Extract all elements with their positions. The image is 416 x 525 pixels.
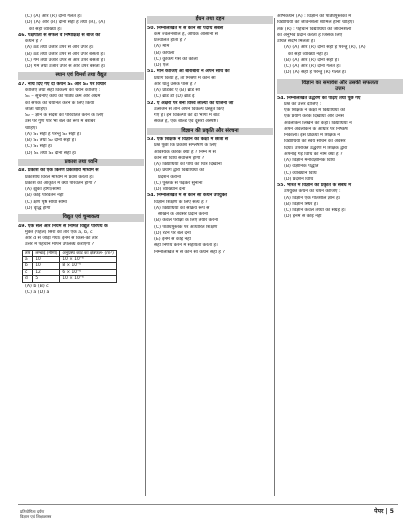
text-line: गए हैं। इन विकल्पों को दो भागों में बाँट bbox=[154, 113, 220, 118]
text-line: की सही व्याख्या है। bbox=[29, 26, 62, 32]
table-cell: 5 bbox=[33, 276, 60, 282]
column-divider bbox=[145, 18, 146, 496]
text-line: की सही व्याख्या नहीं है। bbox=[288, 51, 329, 57]
text-line: (C) पुस्तक से पढ़कर सुनाना bbox=[154, 180, 203, 186]
text-line: (A) झुका होगा/सामी bbox=[25, 187, 61, 192]
table-cell: c bbox=[23, 269, 33, 275]
table-header-cell: तार bbox=[23, 250, 33, 256]
text-line: उस पर गुण पोर भी बल की रूप में बराबर bbox=[25, 119, 96, 125]
column-1 bbox=[18, 14, 144, 502]
text-line: अवलोकन लिखने को कहा। विद्यार्थियों ने bbox=[284, 120, 352, 126]
section-heading: स्थान एवं विमर्श तथा वैद्युत bbox=[18, 72, 144, 80]
text-line: (B) ठंडे तथा उजार उपर से और उपर बसता है। bbox=[25, 51, 105, 57]
text-line: (C) गर्म तथा उजार उपर से और उपर बसता है। bbox=[25, 57, 106, 63]
text-line: S₁ – सूचनाएं कार्य को पाठ्य क्रम और अग्रम bbox=[25, 94, 101, 100]
text-line: प्रकाश की आकृति में क्या परिवर्तन होगा ? bbox=[25, 180, 97, 186]
text-line: कथन है ? bbox=[25, 39, 43, 44]
text-line: (D) S₁ तथा S₂ दोनों सही है। bbox=[25, 150, 77, 156]
wire-table bbox=[22, 250, 117, 283]
question-text: 50. निम्नलिखित में से कौन सा पदार्थ सबसे bbox=[147, 25, 223, 31]
text-line: (A) (A) और (R) दोनों सही हैं परन्तु (R), (A) bbox=[284, 45, 366, 51]
text-line: (C) कुकिंग गैस की कोली bbox=[154, 56, 198, 62]
text-line: आवश्यक कारक क्या हैं ? निम्न में से bbox=[154, 149, 216, 155]
text-line: (E) इनमें से कोई नहीं bbox=[154, 237, 191, 242]
text-line: (D) (A) सही है परन्तु (R) गलत है। bbox=[284, 70, 347, 76]
text-line: मुक्त (पहले) सिरों की तार एक a, b, c bbox=[25, 229, 93, 235]
table-header-cell: लम्बाई (मीमी) bbox=[33, 250, 60, 256]
text-line: जाता चाहिए। bbox=[25, 106, 48, 112]
text-line: उत्तर में पहचान मापन उपलब्ध कराएगा ? bbox=[25, 242, 95, 248]
table-cell: 10 × 10⁻⁶ bbox=[60, 256, 116, 262]
footer-line-1: प्रतियोगिता दर्पण bbox=[20, 509, 45, 514]
text-line: एक शिक्षक ने कक्षा में विद्यार्थियों को bbox=[284, 108, 346, 113]
question-text: 49. एक सेल और नियम से निर्मित विद्युत परिपथ के bbox=[18, 223, 108, 229]
question-text: 48. प्रकाश की एक किरण प्रकाशीय माध्यम से bbox=[18, 168, 99, 174]
table-row bbox=[23, 276, 117, 282]
text-line: अपने अवलोकन के आधार पर निष्कर्ष bbox=[284, 126, 348, 132]
text-line: प्रज्वलित होता है ? bbox=[154, 38, 187, 43]
text-line: (A) विज्ञान एक गतिशील ज्ञान है। bbox=[284, 195, 341, 201]
table-cell: d bbox=[23, 276, 33, 282]
text-line: (B) विज्ञान स्थिर है। bbox=[284, 201, 319, 207]
text-line: (A) मोम bbox=[154, 44, 170, 50]
text-line: (C) पाठ्यपुस्तक पर आधारित शिक्षण bbox=[154, 224, 218, 230]
text-line: उपयुक्त कथन का चयन कीजिए : bbox=[284, 189, 341, 195]
page-number: पेपर | 5 bbox=[374, 508, 394, 515]
text-line: उत्सर्जन से तीन अपने विकल्प प्रस्तुत किए bbox=[154, 106, 224, 112]
column-3 bbox=[277, 14, 403, 502]
text-line: कीजिए तथा सही विकल्प का चयन कीजिए : bbox=[25, 88, 101, 93]
question-text: 55. भारत में विज्ञान की प्रकृति के संबंध में bbox=[277, 183, 352, 188]
section-heading bbox=[277, 79, 403, 94]
text-line: (B) प्रयोग द्वारा विद्यार्थियों को bbox=[154, 168, 205, 174]
text-line: (C) (A) और (R) दोनों गलत हैं। bbox=[284, 64, 341, 69]
text-line: कम ज्वलनशील है, अधिक आसानी से bbox=[154, 31, 218, 37]
text-line: (A) विद्यार्थियों को पौधे का चित्र दिखाना bbox=[154, 162, 222, 167]
table-cell: 12 bbox=[33, 269, 60, 275]
text-line: (D) वृद्धि होगी bbox=[25, 205, 51, 211]
text-line: (B) कोई परिवर्तन नहीं bbox=[25, 193, 64, 199]
text-line: प्रदर्शन कराना bbox=[158, 174, 181, 180]
section-heading-line: विज्ञान का समावेश और उसकी सफलता bbox=[301, 79, 379, 86]
text-line: ओर धातु उसके पास है ? bbox=[154, 81, 197, 87]
text-line: सकते हैं, एक बोल्ड एवं दूसरी अस्पष्ट। bbox=[154, 119, 218, 125]
text-line: का अनुभव प्रदान करता है जिसके लिए bbox=[277, 32, 343, 38]
text-line: कौन सी विधि सर्वोत्तम होगी ? bbox=[154, 155, 205, 161]
text-line: (D) व्याख्यान देना bbox=[154, 187, 186, 192]
text-line: (A) विद्यार्थियों को सक्रिय रूप से bbox=[154, 205, 210, 211]
text-line: (D) रटने पर बल देना bbox=[154, 230, 191, 236]
text-line: (B) (A) और (R) दोनों सही हैं। bbox=[284, 57, 339, 63]
text-line: सही निर्णय करने में सहायता करता है। bbox=[154, 243, 218, 249]
text-line: S₂ – ज्ञान के संदेश को परिवर्तित करने के लिए bbox=[25, 113, 104, 118]
text-line: (A) विज्ञान मनोवैज्ञानिक विधि bbox=[284, 158, 335, 163]
text-line: (B) कोयला bbox=[154, 50, 175, 56]
column-2 bbox=[147, 14, 273, 502]
text-line: (B) वैज्ञानिक पद्धति bbox=[284, 164, 319, 170]
text-line: अपनाई गई विधि का नाम क्या है ? bbox=[284, 151, 343, 157]
text-line: को संपर्क को चयनित करने के लिए किया bbox=[25, 100, 95, 106]
text-line: चाहिए। bbox=[25, 125, 38, 131]
text-line: प्रश्न पूछा कि प्रकाश संश्लेषण के लिए bbox=[154, 143, 217, 149]
text-line: (C) a (D) a bbox=[25, 289, 50, 295]
table-cell: 10 × 10⁻⁶ bbox=[60, 276, 116, 282]
text-line: प्रश्न का उत्तर दीजिए : bbox=[284, 101, 322, 107]
text-line: (C) विज्ञान केवल तथ्यों का संग्रह है। bbox=[284, 208, 346, 213]
section-heading-line: उत्तम bbox=[335, 86, 345, 92]
table-cell: 10 bbox=[33, 263, 60, 269]
text-line: (D) ऐल bbox=[154, 63, 169, 68]
text-line: तर्क (R) : पहचान विद्यार्थियों की जीवनशैली bbox=[277, 26, 352, 32]
text-line: और d से जोड़ा गया। इनमें से किस-की तार bbox=[25, 236, 98, 241]
footer-line-2: विज्ञान एवं शिक्षाशास्त्र bbox=[20, 514, 52, 519]
text-line: विद्यार्थियों की जीवनशैली शामिल होनी चाहिए। bbox=[277, 20, 355, 26]
text-line: प्रकाशीय विरल माध्यम में प्रवेश करती है। bbox=[25, 174, 94, 180]
text-line: (C) S₁ सही है। bbox=[25, 144, 53, 150]
text-line: अभिकथन (A) : विज्ञान की पाठ्यपुस्तकों में bbox=[277, 14, 352, 19]
text-line: (D) गर्म तथा उजार उपर से और उपर बसता है। bbox=[25, 64, 106, 69]
text-line: उचित संदर्भ मिलता है। bbox=[277, 39, 316, 44]
table-cell: 6 × 10⁻⁶ bbox=[60, 269, 116, 275]
text-line: (A) ठंडे तथा उजार उपर से और उपर हैं। bbox=[25, 45, 94, 51]
text-line: (C) (A) और (R) दोनों गलत है। bbox=[25, 14, 82, 19]
section-heading: विज्ञान की प्रकृति और संरचना bbox=[147, 128, 273, 136]
text-line: (A) प्रोडक्ट ए (B) ब्रांड सी bbox=[154, 88, 200, 93]
text-line: (D) (A) और (R) दोनों सही हैं तथा (R), (A) bbox=[25, 20, 106, 26]
section-heading: ईंधन तथा दहन bbox=[147, 16, 273, 24]
text-line: (D) इनमें से कोई नहीं bbox=[284, 214, 322, 220]
column-divider bbox=[274, 18, 275, 496]
table-cell: 8 × 10⁻⁶ bbox=[60, 263, 116, 269]
text-line: (B) केवल परीक्षा के लिए तैयार करना bbox=[154, 218, 219, 224]
section-heading: प्रकाश तथा ध्वनि bbox=[18, 159, 144, 167]
text-line: (C) क्षण पृष्ठ सीधी सीमा bbox=[25, 199, 67, 205]
question-text: 54. निम्नलिखित उद्धरण को पढ़िए तथा पूछे गए bbox=[277, 95, 361, 101]
footer-rule bbox=[18, 504, 398, 505]
text-line: निकाला। इस प्रक्रिया में शिक्षक ने bbox=[284, 133, 340, 138]
table-cell: a bbox=[23, 256, 33, 262]
text-line: (A) b (B) c bbox=[25, 283, 49, 289]
question-text: 47. नीचे दिए गए दो कथन S₁ और S₂ पर विचार bbox=[18, 81, 106, 87]
question-text: 46. पक्षपाती से सफल व निष्पक्षिक्ष से बीज का bbox=[18, 32, 101, 38]
table-cell: b bbox=[23, 263, 33, 269]
text-line: निम्नलिखित में से कौन सा कथन सही है ? bbox=[154, 249, 225, 255]
text-line: (D) प्रदर्शन विधि bbox=[284, 176, 314, 182]
text-line: (C) व्याख्यान विधि bbox=[284, 170, 317, 176]
table-cell: 10 bbox=[33, 256, 60, 262]
question-text: 52. ए अक्षरों पर बनी विश्व लाल्या का योजना जो bbox=[147, 100, 234, 106]
text-line: दिया। उपरोक्त उद्धरण में शिक्षक द्वारा bbox=[284, 145, 348, 151]
text-line: एक प्रयोग करके दिखाया और उनसे bbox=[284, 114, 344, 120]
question-text: 53. एक शिक्षक ने विज्ञान की कक्षा में छात्रों से bbox=[147, 137, 229, 142]
text-line: (A) S₁ सही है परन्तु S₂ सही है। bbox=[25, 131, 82, 137]
text-line: विद्यार्थियों को स्वयं सोचने का अवसर bbox=[284, 139, 346, 145]
question-text: 54. निम्नलिखित में से कौन सा कथन उपयुक्त bbox=[147, 193, 227, 199]
table-header-cell: अनुप्रस्थ काट का क्षेत्रफल- (m²) bbox=[60, 250, 116, 256]
text-line: विज्ञान शिक्षण के लिए सत्य है ? bbox=[154, 199, 208, 205]
footer-publisher bbox=[20, 509, 51, 519]
text-line: सीखने के अवसर प्रदान करना bbox=[158, 212, 208, 217]
text-line: (B) S₁ तथा S₂ दोनों सही है। bbox=[25, 138, 77, 143]
text-line: (C) ब्रांड डी (D) ब्रांड ई bbox=[154, 94, 195, 100]
section-heading: विद्युत एवं चुम्बकत्व bbox=[18, 214, 144, 222]
question-text: 51. मान कीजिए आ बाराबीरो ने अपने साथ का bbox=[147, 69, 230, 75]
text-line: प्रयोग किया है, तो मिश्रण में कौन सी bbox=[154, 75, 216, 81]
